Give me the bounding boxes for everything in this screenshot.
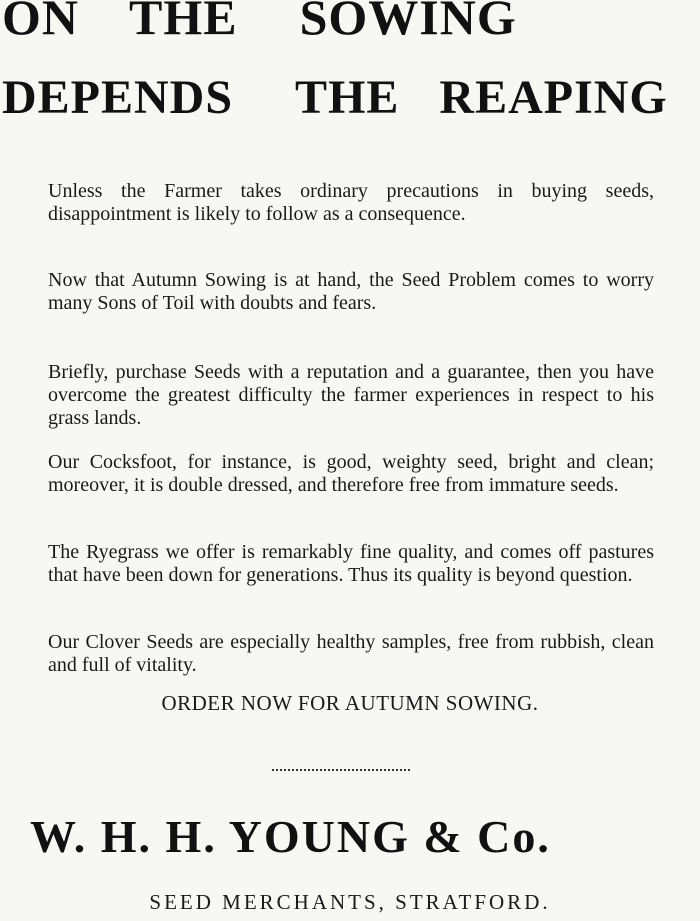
headline-line-1 [2, 0, 517, 46]
divider-rule [272, 769, 410, 771]
headline-word: THE [295, 71, 400, 124]
headline-word: REAPING [439, 71, 668, 124]
paragraph-reputation: Briefly, purchase Seeds with a reputation and a guarantee, then you have overcome the greatest difficulty the farmer experiences in respect to his grass lands. [48, 361, 654, 429]
paragraph-clover: Our Clover Seeds are especially healthy samples, free from rubbish, clean and full of vitality. [48, 631, 654, 676]
headline-line-2 [2, 70, 668, 125]
paragraph-autumn-sowing: Now that Autumn Sowing is at hand, the Seed Problem comes to worry many Sons of Toil with doubts and fears. [48, 269, 654, 314]
paragraph-cocksfoot: Our Cocksfoot, for instance, is good, weighty seed, bright and clean; moreover, it is double dressed, and therefore free from immature seeds. [48, 451, 654, 496]
order-now-call-to-action: ORDER NOW FOR AUTUMN SOWING. [161, 691, 539, 715]
company-name: W. H. H. YOUNG & Co. [30, 811, 551, 862]
company-tagline: SEED MERCHANTS, STRATFORD. [149, 890, 551, 914]
headline-word: DEPENDS [2, 71, 234, 124]
paragraph-precautions: Unless the Farmer takes ordinary precautions in buying seeds, disappointment is likely to follow as a consequence. [48, 180, 654, 225]
headline-word: THE [129, 0, 238, 45]
paragraph-ryegrass: The Ryegrass we offer is remarkably fine quality, and comes off pastures that have been down for generations. Thus its quality is beyond question. [48, 541, 654, 586]
headline-word: SOWING [299, 0, 517, 45]
headline-word: ON [2, 0, 79, 45]
